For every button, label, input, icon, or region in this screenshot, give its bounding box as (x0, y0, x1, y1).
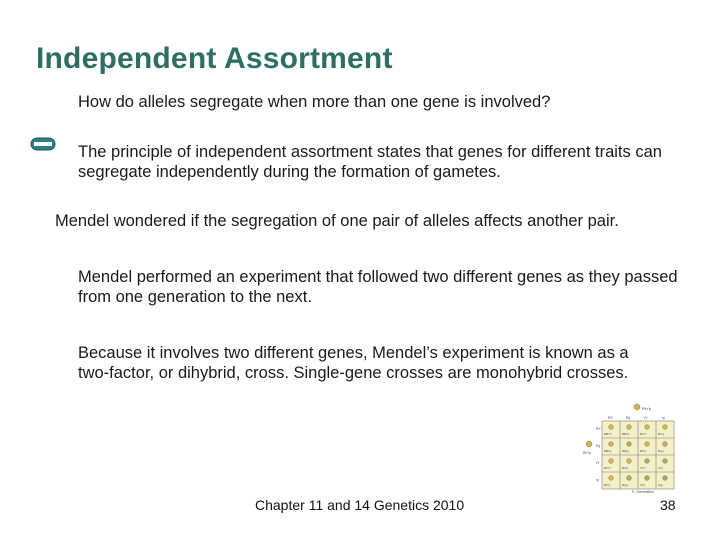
svg-text:rY: rY (644, 416, 648, 420)
svg-text:RrYy: RrYy (640, 449, 647, 453)
svg-text:rrYy: rrYy (640, 483, 646, 487)
figure-caption: F₂ Generation (632, 490, 654, 494)
svg-text:RrYy: RrYy (622, 466, 629, 470)
body-text-1: Mendel wondered if the segregation of one pair of alleles affects another pair. (55, 212, 619, 230)
body-text-2: Mendel performed an experiment that followed two different genes as they passed from one generation to the next. (78, 268, 678, 306)
svg-text:ry: ry (662, 416, 665, 420)
svg-text:RrYy: RrYy (583, 451, 591, 455)
body-text-3: Because it involves two different genes, Mendel’s experiment is known as a two-factor, or dihybrid, cross. Single-gene crosses are monohybrid crosses. (78, 344, 629, 382)
svg-text:RRYy: RRYy (604, 449, 612, 453)
key-icon (30, 136, 56, 152)
svg-text:ry: ry (596, 478, 599, 482)
svg-text:Ry: Ry (626, 416, 631, 420)
svg-text:RrYy: RrYy (658, 432, 665, 436)
footer-text: Chapter 11 and 14 Genetics 2010 (255, 497, 465, 513)
svg-text:RY: RY (608, 416, 613, 420)
svg-text:RrYy: RrYy (604, 483, 611, 487)
svg-text:RrYY: RrYY (604, 466, 611, 470)
svg-text:rrYY: rrYY (640, 466, 646, 470)
svg-text:rryy: rryy (658, 483, 663, 487)
svg-text:RrYY: RrYY (640, 432, 647, 436)
svg-text:rY: rY (596, 461, 600, 465)
page-number: 38 (660, 497, 676, 513)
svg-text:Rryy: Rryy (622, 483, 628, 487)
svg-text:RrYy: RrYy (642, 406, 651, 411)
svg-text:rrYy: rrYy (658, 466, 664, 470)
svg-text:Ry: Ry (596, 444, 601, 448)
svg-text:RRYy: RRYy (622, 432, 630, 436)
question-text: How do alleles segregate when more than one gene is involved? (78, 93, 551, 111)
key-concept-text: The principle of independent assortment states that genes for different traits can segregate independently during the formation of gametes. (78, 143, 662, 181)
dihybrid-punnett-square (582, 402, 684, 494)
svg-text:RRyy: RRyy (622, 449, 629, 453)
svg-text:RY: RY (596, 427, 601, 431)
svg-text:Rryy: Rryy (658, 449, 664, 453)
slide-title: Independent Assortment (36, 42, 393, 75)
svg-text:RRYY: RRYY (604, 432, 612, 436)
